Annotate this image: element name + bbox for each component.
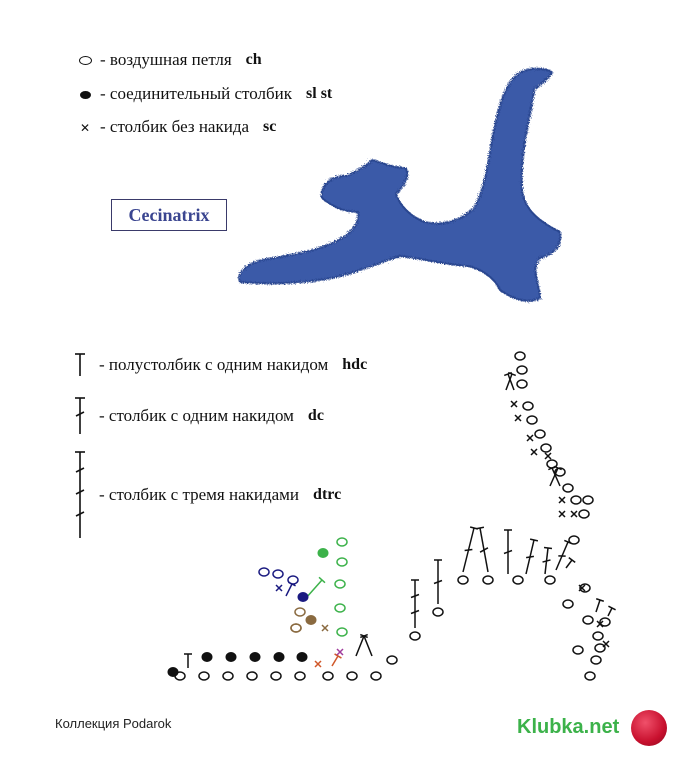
chain-stitch — [571, 496, 581, 504]
chain-stitch — [573, 646, 583, 654]
legend-hdc-abbr: hdc — [342, 356, 368, 373]
chain-stitch — [483, 576, 493, 584]
chain-stitch — [295, 608, 305, 616]
chain-stitch — [433, 608, 443, 616]
stitch-post — [608, 608, 612, 616]
slip-stitch — [298, 592, 309, 602]
stitch-top-bar — [569, 558, 575, 563]
chain-stitch — [545, 576, 555, 584]
chain-stitch — [273, 570, 283, 578]
stitch-post — [356, 636, 364, 656]
chain-stitch — [585, 672, 595, 680]
chain-stitch — [323, 672, 333, 680]
slip-stitch — [226, 652, 237, 662]
legend-hdc-label: - полустолбик с одним накидом — [99, 355, 329, 374]
slip-stitch — [202, 652, 213, 662]
stitch-post — [566, 560, 572, 568]
chain-stitch — [247, 672, 257, 680]
chain-stitch — [535, 430, 545, 438]
legend-dc-abbr: dc — [307, 407, 324, 424]
chain-stitch — [199, 672, 209, 680]
chain-stitch — [291, 624, 301, 632]
stitch-post — [332, 656, 338, 666]
legend-dtrc-abbr: dtrc — [313, 486, 342, 503]
brand-label: Cecinatrix — [111, 199, 227, 231]
chain-stitch — [410, 632, 420, 640]
chain-stitch — [517, 380, 527, 388]
legend-chain-label: - воздушная петля — [100, 50, 232, 69]
chain-stitch — [387, 656, 397, 664]
single-crochet-symbol-icon: ✕ — [79, 121, 91, 135]
legend-dc-label: - столбик с одним накидом — [99, 406, 294, 425]
slip-stitch — [318, 548, 329, 558]
stitch-cross-bar — [465, 549, 473, 550]
chain-stitch — [563, 600, 573, 608]
chain-stitch — [583, 616, 593, 624]
legend-single-crochet-label: - столбик без накида — [100, 117, 250, 136]
stitch-cross-bar — [543, 560, 551, 562]
stitch-post — [596, 600, 600, 612]
stitch-top-bar — [544, 548, 552, 549]
yarn-ball-icon — [631, 710, 667, 746]
chain-stitch — [458, 576, 468, 584]
chain-stitch — [271, 672, 281, 680]
legend-slip-stitch-label: - соединительный столбик — [100, 84, 293, 103]
slip-stitch — [274, 652, 285, 662]
chain-stitch — [259, 568, 269, 576]
chain-stitch — [569, 536, 579, 544]
stitch-cross-bar — [526, 556, 534, 557]
chain-stitch — [223, 672, 233, 680]
chain-stitch — [541, 444, 551, 452]
collection-credit: Коллекция Podarok — [55, 716, 172, 731]
site-logo: Klubka.net — [517, 716, 620, 738]
stitch-top-bar — [476, 527, 484, 528]
slip-stitch — [297, 652, 308, 662]
stitch-post — [364, 636, 372, 656]
slip-stitch — [250, 652, 261, 662]
legend-slip-stitch-abbr: sl st — [306, 85, 333, 102]
stitch-post — [306, 580, 322, 598]
slip-stitch — [168, 667, 179, 677]
chain-stitch — [527, 416, 537, 424]
stitch-post — [286, 584, 292, 596]
chain-stitch — [517, 366, 527, 374]
chain-stitch — [337, 628, 347, 636]
legend-chain-abbr: ch — [245, 51, 262, 68]
chain-stitch — [583, 496, 593, 504]
chain-stitch — [295, 672, 305, 680]
chain-stitch — [593, 632, 603, 640]
stitch-top-bar — [530, 539, 538, 541]
chain-stitch — [579, 510, 589, 518]
chain-stitch — [337, 538, 347, 546]
chain-stitch — [591, 656, 601, 664]
legend-single-crochet-abbr: sc — [263, 118, 277, 135]
chain-stitch — [371, 672, 381, 680]
chain-stitch — [515, 352, 525, 360]
chain-stitch — [523, 402, 533, 410]
chain-stitch — [513, 576, 523, 584]
chain-stitch — [563, 484, 573, 492]
chain-stitch — [347, 672, 357, 680]
chain-stitch — [337, 558, 347, 566]
chain-stitch — [335, 580, 345, 588]
chain-stitch — [595, 644, 605, 652]
legend-dtrc-label: - столбик с тремя накидами — [99, 485, 300, 504]
chain-stitch — [335, 604, 345, 612]
slip-stitch — [306, 615, 317, 625]
